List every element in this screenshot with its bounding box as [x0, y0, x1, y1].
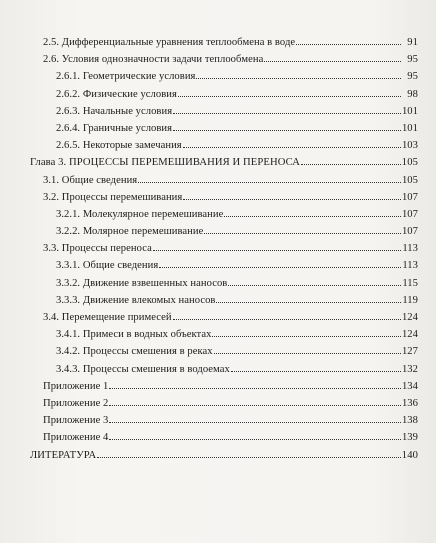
toc-entry [30, 137, 418, 154]
toc-entry-page-number: 140 [401, 449, 418, 461]
dot-leader [231, 371, 401, 372]
toc-entry-title: 2.6. Условия однозначности задачи теплообмена [43, 54, 264, 66]
toc-entry-page-number: 113 [402, 260, 418, 272]
toc-entry [30, 103, 418, 120]
toc-entry [30, 86, 418, 103]
toc-entry [30, 361, 418, 378]
toc-entry-page-number: 105 [401, 157, 418, 169]
toc-entry [30, 240, 418, 257]
toc-entry [30, 429, 418, 446]
toc-entry-page-number: 134 [401, 380, 418, 392]
toc-entry-page-number: 107 [401, 191, 418, 203]
toc-entry [30, 309, 418, 326]
toc-entry [30, 412, 418, 429]
toc-entry-title: 2.5. Дифференциальные уравнения теплообмена в воде [43, 37, 296, 48]
dot-leader [173, 319, 401, 320]
toc-entry [30, 292, 418, 309]
toc-entry [30, 257, 418, 274]
toc-entry-page-number: 139 [401, 432, 418, 444]
toc-entry-page-number: 138 [401, 415, 418, 427]
toc-entry-title: 3.3. Процессы переноса [43, 243, 152, 255]
toc-entry [30, 395, 418, 412]
toc-entry-title: Приложение 1 [43, 380, 109, 392]
dot-leader [301, 164, 401, 165]
toc-entry [30, 378, 418, 395]
toc-entry-page-number: 98 [407, 88, 418, 100]
toc-entry [30, 223, 418, 240]
dot-leader [109, 405, 401, 406]
dot-leader [138, 182, 401, 183]
toc-entry [30, 154, 418, 171]
toc-entry-title: 2.6.2. Физические условия [56, 88, 177, 100]
toc-entry-title: 2.6.3. Начальные условия [56, 105, 173, 117]
dot-leader [224, 216, 401, 217]
dot-leader [109, 422, 401, 423]
toc-entry-page-number: 101 [401, 122, 418, 134]
toc-entry-title: 3.2.1. Молекулярное перемешивание [56, 208, 224, 220]
toc-entry-title: Приложение 3 [43, 415, 109, 427]
toc-entry-page-number: 124 [401, 329, 418, 341]
dot-leader [196, 78, 401, 79]
toc-entry-title: 3.1. Общие сведения [43, 174, 138, 186]
dot-leader [97, 457, 401, 458]
toc-entry-title: 3.3.2. Движение взвешенных наносов [56, 277, 228, 289]
toc-entry-title: 3.4.3. Процессы смешения в водоемах [56, 363, 230, 375]
toc-entry-title: 3.4.2. Процессы смешения в реках [56, 346, 213, 358]
toc-entry-page-number: 103 [401, 140, 418, 152]
dot-leader [228, 285, 401, 286]
toc-entry [30, 172, 418, 189]
toc-entry-page-number: 124 [401, 312, 418, 323]
toc-entry-page-number: 107 [401, 208, 418, 220]
dot-leader [109, 388, 401, 389]
toc-entry [30, 189, 418, 206]
toc-entry-title: 2.6.5. Некоторые замечания [56, 140, 182, 152]
toc-entry-title: 2.6.1. Геометрические условия [56, 71, 196, 83]
dot-leader [183, 199, 401, 200]
toc-entry [30, 326, 418, 343]
toc-entry [30, 68, 418, 85]
toc-entry-page-number: 113 [402, 243, 418, 255]
toc-entry-page-number: 95 [407, 71, 418, 83]
dot-leader [178, 96, 401, 97]
toc-entry-title: ЛИТЕРАТУРА [30, 449, 97, 461]
toc-entry [30, 120, 418, 137]
dot-leader [214, 353, 401, 354]
dot-leader [212, 336, 401, 337]
toc-entry [30, 206, 418, 223]
toc-entry-title: 3.3.3. Движение влекомых наносов [56, 294, 216, 306]
toc-entry-title: Приложение 4 [43, 432, 109, 444]
toc-entry-title: 3.4.1. Примеси в водных объектах [56, 329, 212, 341]
dot-leader [296, 44, 401, 45]
toc-entry-title: 3.2. Процессы перемешивания [43, 191, 183, 203]
toc-entry-page-number: 119 [402, 294, 418, 306]
toc-entry-title: 2.6.4. Граничные условия [56, 122, 173, 134]
toc-entry-page-number: 95 [407, 54, 418, 66]
toc-entry [30, 447, 418, 464]
toc-entry-page-number: 105 [401, 174, 418, 186]
toc-entry-title: 3.4. Перемещение примесей [43, 312, 172, 323]
dot-leader [173, 130, 401, 131]
dot-leader [153, 250, 401, 251]
dot-leader [216, 302, 401, 303]
toc-entry [30, 34, 418, 51]
dot-leader [264, 61, 401, 62]
dot-leader [204, 233, 401, 234]
toc-entry-page-number: 101 [401, 105, 418, 117]
dot-leader [183, 147, 401, 148]
toc-entry-page-number: 132 [401, 363, 418, 375]
toc-entry-title: 3.3.1. Общие сведения [56, 260, 159, 272]
toc-entry-page-number: 107 [401, 226, 418, 238]
dot-leader [173, 113, 401, 114]
toc-entry [30, 343, 418, 360]
toc-entry-title: 3.2.2. Молярное перемешивание [56, 226, 204, 238]
dot-leader [109, 439, 401, 440]
toc-entry [30, 51, 418, 68]
toc-entry-page-number: 115 [402, 277, 418, 289]
toc-entry-page-number: 91 [407, 37, 418, 48]
toc-entry-title: Глава 3. ПРОЦЕССЫ ПЕРЕМЕШИВАНИЯ И ПЕРЕНОСА [30, 157, 300, 169]
table-of-contents [30, 34, 418, 464]
toc-entry-page-number: 127 [401, 346, 418, 358]
dot-leader [159, 267, 401, 268]
toc-entry-title: Приложение 2 [43, 397, 109, 409]
toc-entry-page-number: 136 [401, 397, 418, 409]
toc-entry [30, 275, 418, 292]
